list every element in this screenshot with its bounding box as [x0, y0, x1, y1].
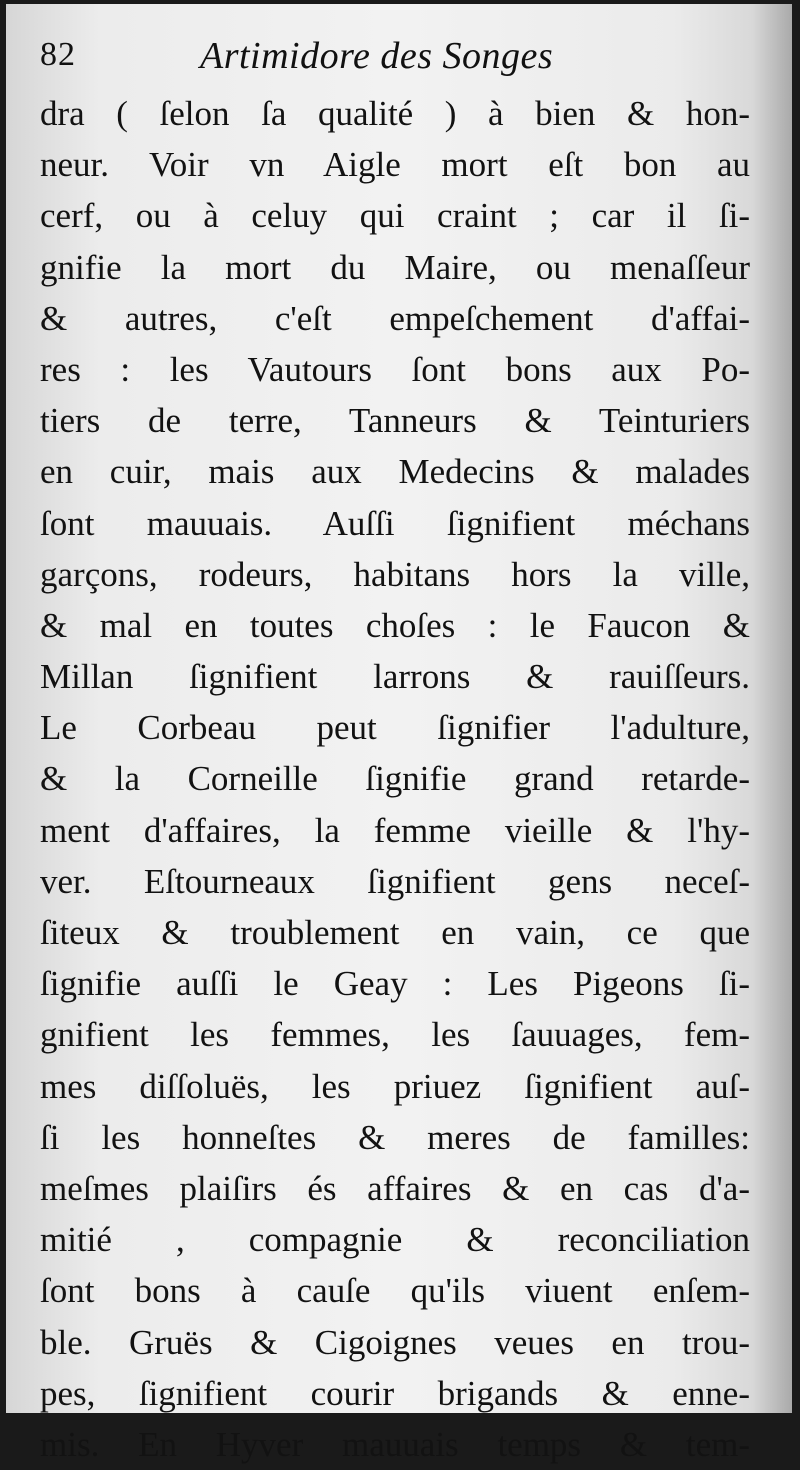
text-line: en cuir, mais aux Medecins & malades [40, 452, 750, 492]
text-line: ſont bons à cauſe qu'ils viuent enſem- [40, 1271, 750, 1311]
text-line: res : les Vautours ſont bons aux Po- [40, 349, 750, 389]
text-line: pes, ſignifient courir brigands & enne- [40, 1373, 750, 1413]
text-line: ſont mauuais. Auſſi ſignifient méchans [40, 503, 750, 543]
text-line: mis. En Hyver mauuais temps & tem- [40, 1424, 750, 1464]
page-edge-shadow [752, 4, 792, 1413]
text-line: ſi les honneſtes & meres de familles: [40, 1117, 750, 1157]
text-line: gnifient les femmes, les ſauuages, fem- [40, 1015, 750, 1055]
text-line: ver. Eſtourneaux ſignifient gens neceſ- [40, 861, 750, 901]
text-line: & la Corneille ſignifie grand retarde- [40, 759, 750, 799]
text-line: ſignifie auſſi le Geay : Les Pigeons ſi- [40, 964, 750, 1004]
text-line: Millan ſignifient larrons & rauiſſeurs. [40, 657, 750, 697]
text-line: tiers de terre, Tanneurs & Teinturiers [40, 401, 750, 441]
text-line: dra ( ſelon ſa qualité ) à bien & hon- [40, 94, 750, 133]
text-line: & mal en toutes choſes : le Faucon & [40, 605, 750, 645]
page-number: 82 [40, 36, 76, 73]
text-line: cerf, ou à celuy qui craint ; car il ſi- [40, 196, 750, 236]
text-line: Le Corbeau peut ſignifier l'adulture, [40, 708, 750, 748]
page-header [40, 34, 740, 86]
running-title: Artimidore des Songes [200, 35, 554, 77]
book-page [6, 4, 792, 1464]
text-line: gnifie la mort du Maire, ou menaſſeur [40, 247, 750, 287]
text-line: ſiteux & troublement en vain, ce que [40, 913, 750, 952]
text-line: mes diſſoluës, les priuez ſignifient auſ- [40, 1066, 750, 1106]
text-line: garçons, rodeurs, habitans hors la ville, [40, 554, 750, 594]
text-line: mitié , compagnie & reconciliation [40, 1220, 750, 1260]
text-line: meſmes plaiſirs és affaires & en cas d'a- [40, 1168, 750, 1208]
text-line: ment d'affaires, la femme vieille & l'hy- [40, 810, 750, 850]
text-line: ble. Gruës & Cigoignes veues en trou- [40, 1322, 750, 1362]
text-line: & autres, c'eſt empeſchement d'affai- [40, 298, 750, 338]
text-line: neur. Voir vn Aigle mort eſt bon au [40, 145, 750, 185]
body-text [40, 88, 750, 1470]
